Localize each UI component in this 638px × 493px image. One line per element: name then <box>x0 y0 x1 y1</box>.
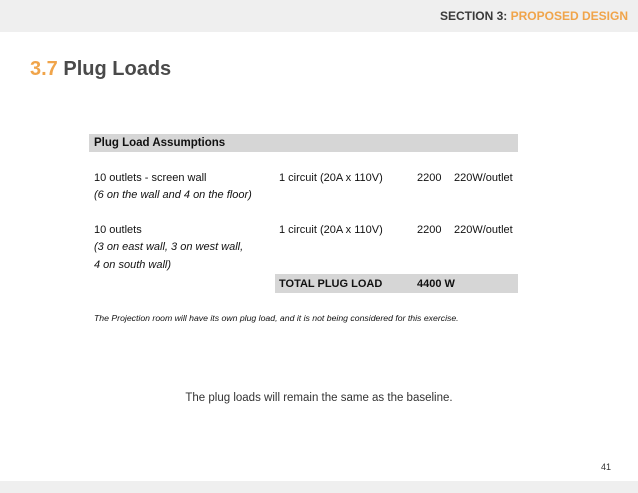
page-title <box>30 58 171 81</box>
bottom-bar <box>0 481 638 493</box>
section-prefix: SECTION 3: <box>439 9 511 23</box>
table-header <box>89 134 518 152</box>
row1-circuit: 1 circuit (20A x 110V) <box>279 172 383 184</box>
row1-note: (6 on the wall and 4 on the floor) <box>94 189 252 201</box>
total-value: 4400 W <box>417 278 455 290</box>
row1-item: 10 outlets - screen wall <box>94 172 207 184</box>
section-name: PROPOSED DESIGN <box>510 9 628 23</box>
footnote: The Projection room will have its own plug load, and it is not being considered for this exercise. <box>94 313 459 323</box>
row1-per-outlet: 220W/outlet <box>454 172 513 184</box>
row2-item: 10 outlets <box>94 224 142 236</box>
title-text: Plug Loads <box>57 58 172 80</box>
row2-per-outlet: 220W/outlet <box>454 224 513 236</box>
row2-watts: 2200 <box>417 224 442 236</box>
row1-watts: 2200 <box>417 172 442 184</box>
row2-circuit: 1 circuit (20A x 110V) <box>279 224 383 236</box>
table-header-label: Plug Load Assumptions <box>94 137 226 149</box>
total-label: TOTAL PLUG LOAD <box>279 278 383 290</box>
row2-note-line1: (3 on east wall, 3 on west wall, <box>94 241 244 253</box>
row2-note-line2: 4 on south wall) <box>94 259 172 271</box>
page-number: 41 <box>600 462 611 472</box>
title-number: 3.7 <box>30 58 58 80</box>
section-label <box>440 9 628 23</box>
top-bar <box>0 0 638 32</box>
summary-text: The plug loads will remain the same as the baseline. <box>185 392 453 404</box>
